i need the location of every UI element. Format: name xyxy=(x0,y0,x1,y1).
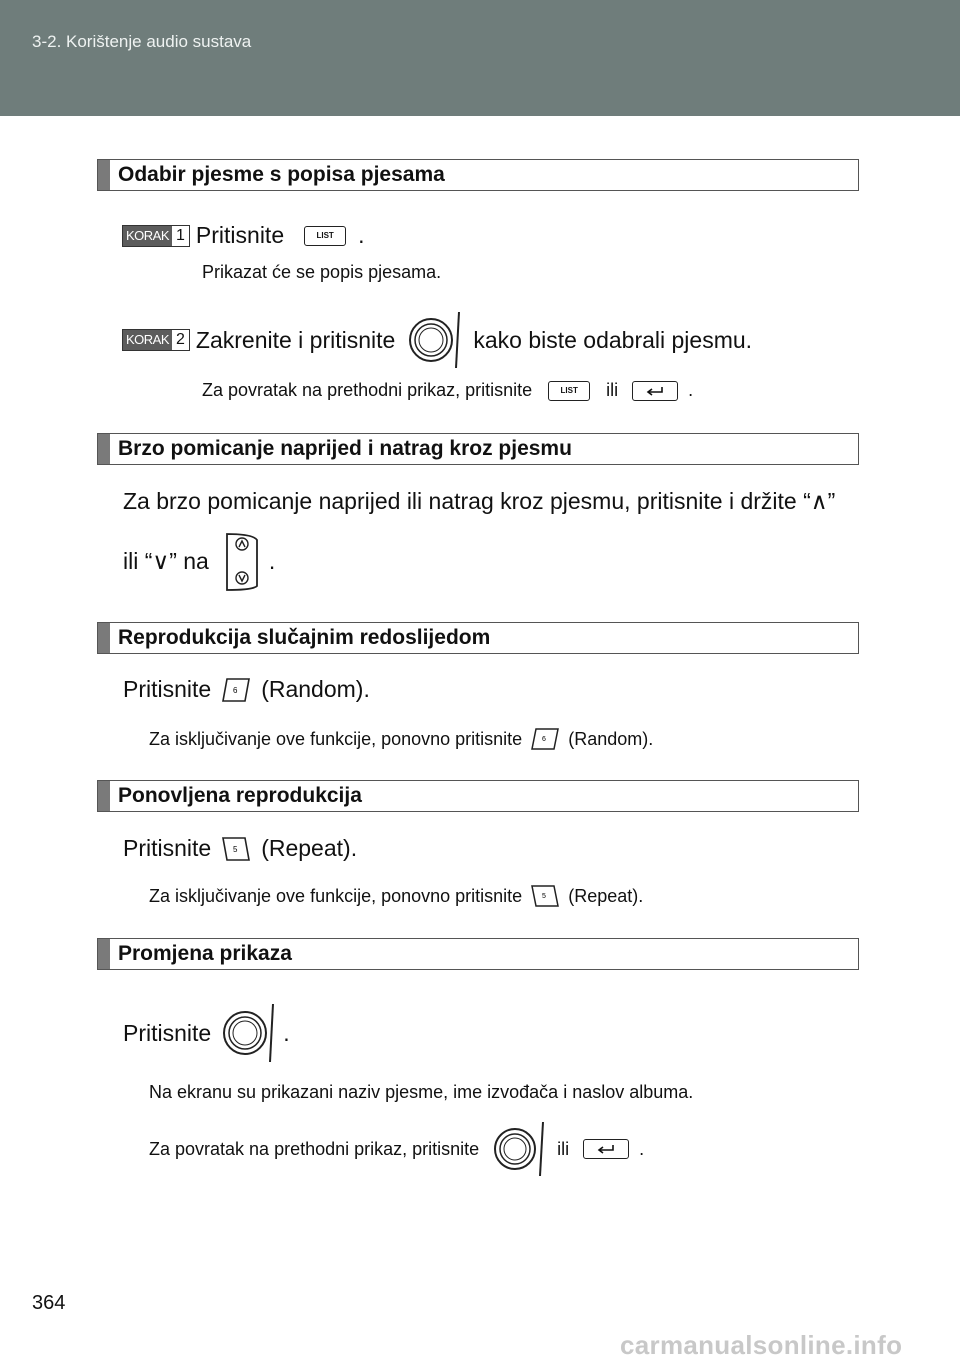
step-1-text: Pritisnite xyxy=(195,222,285,248)
step-1-row: KORAK 1 Pritisnite LIST . xyxy=(122,222,365,249)
list-button-icon: LIST xyxy=(548,381,590,401)
tune-select-knob-icon xyxy=(223,1002,279,1064)
preset-6-button-icon xyxy=(221,677,251,703)
display-change-row: Pritisnite . xyxy=(123,1002,290,1064)
back-button-icon xyxy=(632,381,678,401)
fast-forward-line-1: Za brzo pomicanje naprijed ili natrag kroz pjesmu, pritisnite i držite “∧” xyxy=(123,488,836,514)
repeat-row: Pritisnite 5 (Repeat). xyxy=(123,835,358,861)
random-row: Pritisnite 6 (Random). xyxy=(123,676,370,702)
section-title: Brzo pomicanje naprijed i natrag kroz pjesmu xyxy=(118,437,572,460)
fast-forward-line-2: ili “∨” na . xyxy=(123,530,275,592)
seek-track-switch-icon xyxy=(223,530,263,592)
tune-select-knob-icon xyxy=(493,1120,549,1178)
svg-text:6: 6 xyxy=(233,685,238,695)
step-2-note: Za povratak na prethodni prikaz, pritisnite LIST ili . xyxy=(202,380,694,400)
tune-select-knob-icon xyxy=(409,310,465,370)
random-note: Za isključivanje ove funkcije, ponovno pritisnite 6 (Random). xyxy=(149,727,653,751)
section-title: Reprodukcija slučajnim redoslijedom xyxy=(118,626,491,649)
section-fast-forward xyxy=(97,433,859,465)
section-song-list xyxy=(97,159,859,191)
breadcrumb: 3-2. Korištenje audio sustava xyxy=(32,32,252,51)
preset-5-button-icon xyxy=(530,884,560,908)
svg-text:6: 6 xyxy=(542,736,547,743)
section-title: Ponovljena reprodukcija xyxy=(118,784,362,807)
step-2-text-a: Zakrenite i pritisnite xyxy=(195,326,396,353)
section-title: Promjena prikaza xyxy=(118,942,292,965)
section-repeat xyxy=(97,780,859,812)
section-random xyxy=(97,622,859,654)
display-change-note-1: Na ekranu su prikazani naziv pjesme, ime izvođača i naslov albuma. xyxy=(149,1082,694,1102)
step-1-note: Prikazat će se popis pjesama. xyxy=(202,262,442,282)
section-display-change xyxy=(97,938,859,970)
preset-6-button-icon xyxy=(530,727,560,751)
step-2-row xyxy=(122,310,752,370)
repeat-note: Za isključivanje ove funkcije, ponovno pritisnite 5 (Repeat). xyxy=(149,884,643,908)
preset-5-button-icon xyxy=(221,836,251,862)
back-button-icon xyxy=(583,1139,629,1159)
section-title: Odabir pjesme s popisa pjesama xyxy=(118,163,445,186)
step-badge: KORAK 2 xyxy=(122,329,190,351)
svg-text:5: 5 xyxy=(542,893,547,900)
svg-text:5: 5 xyxy=(233,844,238,854)
step-2-text-b: kako biste odabrali pjesmu. xyxy=(473,326,753,353)
page-number: 364 xyxy=(32,1292,66,1314)
page-header xyxy=(0,0,960,116)
watermark: carmanualsonline.info xyxy=(620,1330,903,1360)
step-badge: KORAK 1 xyxy=(122,225,190,247)
display-change-note-2: Za povratak na prethodni prikaz, pritisnite ili . xyxy=(149,1120,644,1178)
list-button-icon: LIST xyxy=(304,226,346,246)
